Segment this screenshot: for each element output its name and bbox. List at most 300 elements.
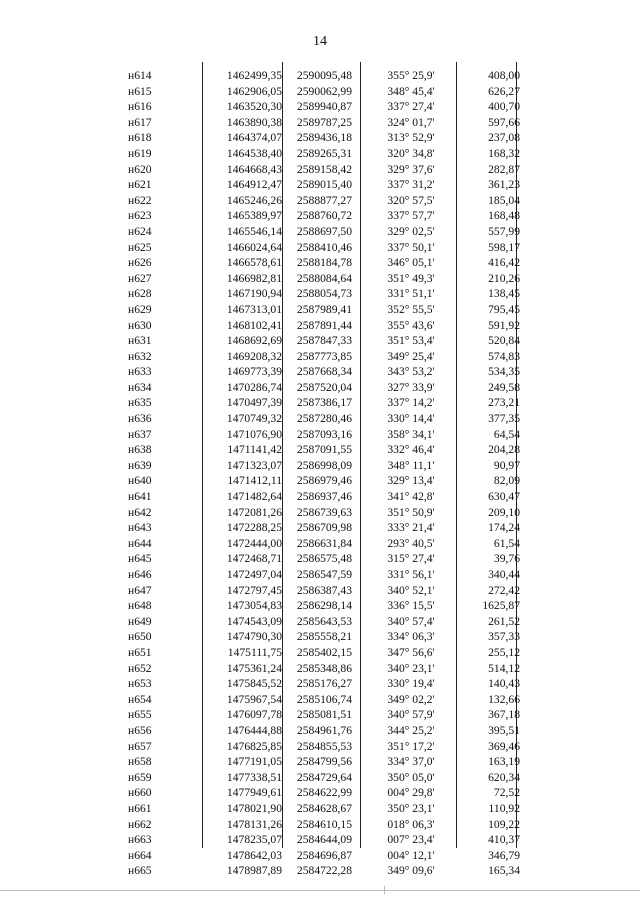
- coord-y-cell: 2584610,15: [296, 817, 352, 831]
- coord-y-cell: 2586998,09: [296, 458, 352, 472]
- bearing-cell: 329° 02,5': [387, 224, 435, 238]
- table-row: [120, 318, 520, 334]
- coord-y-cell: 2588410,46: [296, 240, 352, 254]
- table-row: [120, 489, 520, 505]
- point-id-cell: н615: [128, 84, 152, 98]
- coord-x-cell: 1465389,97: [226, 209, 282, 223]
- bearing-cell: 320° 57,5': [387, 193, 435, 207]
- point-id-cell: н637: [128, 427, 152, 441]
- bearing-cell: 358° 34,1': [387, 427, 435, 441]
- distance-cell: 72,52: [493, 786, 520, 800]
- bearing-cell: 340° 52,1': [387, 583, 435, 597]
- bearing-cell: 348° 11,1': [387, 458, 435, 472]
- bearing-cell: 349° 02,2': [387, 692, 435, 706]
- table-row: [120, 162, 520, 178]
- distance-cell: 163,19: [488, 755, 520, 769]
- table-row: [120, 177, 520, 193]
- coord-y-cell: 2589158,42: [296, 162, 352, 176]
- coord-y-cell: 2589265,31: [296, 146, 352, 160]
- bearing-cell: 337° 57,7': [387, 209, 435, 223]
- distance-cell: 272,42: [488, 583, 520, 597]
- coord-x-cell: 1463890,38: [226, 115, 282, 129]
- coord-y-cell: 2590062,99: [296, 84, 352, 98]
- coord-x-cell: 1466024,64: [226, 240, 282, 254]
- distance-cell: 249,58: [488, 380, 520, 394]
- table-row: [120, 801, 520, 817]
- point-id-cell: н655: [128, 708, 152, 722]
- bearing-cell: 348° 45,4': [387, 84, 435, 98]
- bearing-cell: 334° 37,0': [387, 755, 435, 769]
- coord-x-cell: 1478987,89: [226, 864, 282, 878]
- table-row: [120, 411, 520, 427]
- point-id-cell: н633: [128, 365, 152, 379]
- point-id-cell: н639: [128, 458, 152, 472]
- point-id-cell: н618: [128, 131, 152, 145]
- point-id-cell: н630: [128, 318, 152, 332]
- point-id-cell: н620: [128, 162, 152, 176]
- distance-cell: 273,21: [488, 396, 520, 410]
- table-row: [120, 551, 520, 567]
- point-id-cell: н623: [128, 209, 152, 223]
- distance-cell: 90,97: [493, 458, 520, 472]
- point-id-cell: н629: [128, 302, 152, 316]
- distance-cell: 416,42: [488, 256, 520, 270]
- coord-y-cell: 2587091,55: [296, 443, 352, 457]
- coord-y-cell: 2587989,41: [296, 302, 352, 316]
- coord-y-cell: 2586739,63: [296, 505, 352, 519]
- point-id-cell: н640: [128, 474, 152, 488]
- table-row: [120, 739, 520, 755]
- table-row: [120, 208, 520, 224]
- coord-x-cell: 1467313,01: [226, 302, 282, 316]
- bearing-cell: 327° 33,9': [387, 380, 435, 394]
- distance-cell: 367,18: [488, 708, 520, 722]
- coord-x-cell: 1470497,39: [226, 396, 282, 410]
- coord-x-cell: 1466578,61: [226, 256, 282, 270]
- coord-y-cell: 2586387,43: [296, 583, 352, 597]
- distance-cell: 400,70: [488, 100, 520, 114]
- coord-x-cell: 1462499,35: [226, 69, 282, 82]
- coord-y-cell: 2585106,74: [296, 692, 352, 706]
- bearing-cell: 334° 06,3': [387, 630, 435, 644]
- distance-cell: 377,35: [488, 412, 520, 426]
- table-row: [120, 115, 520, 131]
- table-row: [120, 567, 520, 583]
- point-id-cell: н646: [128, 568, 152, 581]
- table-row: [120, 832, 520, 848]
- coord-x-cell: 1470749,32: [226, 412, 282, 426]
- coord-x-cell: 1466982,81: [226, 271, 282, 285]
- distance-cell: 1625,87: [482, 599, 520, 613]
- point-id-cell: н625: [128, 240, 152, 254]
- coord-x-cell: 1468102,41: [226, 318, 282, 332]
- coord-y-cell: 2589015,40: [296, 178, 352, 192]
- coord-y-cell: 2584855,53: [296, 739, 352, 753]
- point-id-cell: н653: [128, 677, 152, 691]
- coord-y-cell: 2588697,50: [296, 224, 352, 238]
- point-id-cell: н664: [128, 848, 152, 862]
- point-id-cell: н645: [128, 552, 152, 566]
- distance-cell: 597,66: [488, 115, 520, 129]
- bearing-cell: 313° 52,9': [387, 131, 435, 145]
- point-id-cell: н616: [128, 100, 152, 114]
- coord-y-cell: 2585176,27: [296, 677, 352, 691]
- point-id-cell: н662: [128, 817, 152, 831]
- bearing-cell: 351° 53,4': [387, 334, 435, 348]
- bearing-cell: 340° 57,9': [387, 708, 435, 722]
- bearing-cell: 355° 25,9': [387, 69, 435, 82]
- bearing-cell: 018° 06,3': [387, 817, 435, 831]
- table-row: [120, 629, 520, 645]
- table-row: [120, 302, 520, 318]
- coord-y-cell: 2585402,15: [296, 645, 352, 659]
- table-row: [120, 707, 520, 723]
- point-id-cell: н642: [128, 505, 152, 519]
- table-row: [120, 645, 520, 661]
- bearing-cell: 350° 23,1': [387, 801, 435, 815]
- point-id-cell: н622: [128, 193, 152, 207]
- distance-cell: 557,99: [488, 224, 520, 238]
- distance-cell: 168,48: [488, 209, 520, 223]
- distance-cell: 110,92: [488, 801, 520, 815]
- point-id-cell: н636: [128, 412, 152, 426]
- distance-cell: 204,28: [488, 443, 520, 457]
- table-row: [120, 84, 520, 100]
- table-row: [120, 130, 520, 146]
- coord-y-cell: 2584722,28: [296, 864, 352, 878]
- table-row: [120, 99, 520, 115]
- table-row: [120, 333, 520, 349]
- coord-x-cell: 1477949,61: [226, 786, 282, 800]
- coord-x-cell: 1478131,26: [226, 817, 282, 831]
- bearing-cell: 331° 56,1': [387, 568, 435, 581]
- coord-x-cell: 1476825,85: [226, 739, 282, 753]
- distance-cell: 369,46: [488, 739, 520, 753]
- point-id-cell: н617: [128, 115, 152, 129]
- coord-y-cell: 2588054,73: [296, 287, 352, 301]
- distance-cell: 395,51: [488, 723, 520, 737]
- coord-y-cell: 2586298,14: [296, 599, 352, 613]
- table-row: [120, 240, 520, 256]
- coord-y-cell: 2585643,53: [296, 614, 352, 628]
- distance-cell: 174,24: [488, 521, 520, 535]
- bearing-cell: 344° 25,2': [387, 723, 435, 737]
- point-id-cell: н628: [128, 287, 152, 301]
- coord-x-cell: 1472081,26: [226, 505, 282, 519]
- table-row: [120, 255, 520, 271]
- coord-y-cell: 2587386,17: [296, 396, 352, 410]
- coord-x-cell: 1469773,39: [226, 365, 282, 379]
- bearing-cell: 337° 50,1': [387, 240, 435, 254]
- table-row: [120, 286, 520, 302]
- coord-x-cell: 1465246,26: [226, 193, 282, 207]
- bearing-cell: 350° 05,0': [387, 770, 435, 784]
- table-row: [120, 146, 520, 162]
- coord-x-cell: 1475845,52: [226, 677, 282, 691]
- table-row: [120, 817, 520, 833]
- bearing-cell: 343° 53,2': [387, 365, 435, 379]
- bearing-cell: 329° 13,4': [387, 474, 435, 488]
- point-id-cell: н663: [128, 833, 152, 847]
- coord-x-cell: 1478235,07: [226, 833, 282, 847]
- coord-x-cell: 1464668,43: [226, 162, 282, 176]
- distance-cell: 168,32: [488, 146, 520, 160]
- distance-cell: 620,34: [488, 770, 520, 784]
- coord-y-cell: 2586631,84: [296, 536, 352, 550]
- point-id-cell: н656: [128, 723, 152, 737]
- table-row: [120, 770, 520, 786]
- coord-x-cell: 1475111,75: [227, 645, 282, 659]
- point-id-cell: н661: [128, 801, 152, 815]
- coord-x-cell: 1464538,40: [226, 146, 282, 160]
- bearing-cell: 355° 43,6': [387, 318, 435, 332]
- point-id-cell: н634: [128, 380, 152, 394]
- table-row: [120, 598, 520, 614]
- coord-x-cell: 1471323,07: [226, 458, 282, 472]
- table-row: [120, 614, 520, 630]
- coord-y-cell: 2587668,34: [296, 365, 352, 379]
- page-bottom-edge: [0, 890, 640, 891]
- table-row: [120, 520, 520, 536]
- coord-y-cell: 2587773,85: [296, 349, 352, 363]
- bearing-cell: 336° 15,5': [387, 599, 435, 613]
- coord-y-cell: 2587093,16: [296, 427, 352, 441]
- coord-x-cell: 1470286,74: [226, 380, 282, 394]
- table-row: [120, 723, 520, 739]
- distance-cell: 140,43: [488, 677, 520, 691]
- bearing-cell: 351° 50,9': [387, 505, 435, 519]
- coord-y-cell: 2586709,98: [296, 521, 352, 535]
- point-id-cell: н657: [128, 739, 152, 753]
- distance-cell: 282,87: [488, 162, 520, 176]
- distance-cell: 514,12: [488, 661, 520, 675]
- coord-y-cell: 2584644,09: [296, 833, 352, 847]
- table-body: [120, 68, 520, 879]
- coord-x-cell: 1476444,88: [226, 723, 282, 737]
- point-id-cell: н654: [128, 692, 152, 706]
- page-number: 14: [313, 34, 327, 49]
- point-id-cell: н631: [128, 334, 152, 348]
- point-id-cell: н660: [128, 786, 152, 800]
- point-id-cell: н621: [128, 178, 152, 192]
- coord-y-cell: 2587520,04: [296, 380, 352, 394]
- table-row: [120, 427, 520, 443]
- bearing-cell: 329° 37,6': [387, 162, 435, 176]
- coord-y-cell: 2587847,33: [296, 334, 352, 348]
- table-row: [120, 380, 520, 396]
- point-id-cell: н648: [128, 599, 152, 613]
- coord-x-cell: 1469208,32: [226, 349, 282, 363]
- distance-cell: 64,54: [493, 427, 520, 441]
- distance-cell: 255,12: [488, 645, 520, 659]
- point-id-cell: н665: [128, 864, 152, 878]
- table-row: [120, 458, 520, 474]
- distance-cell: 534,35: [488, 365, 520, 379]
- coord-y-cell: 2585081,51: [296, 708, 352, 722]
- bearing-cell: 004° 29,8': [387, 786, 435, 800]
- distance-cell: 237,08: [488, 131, 520, 145]
- point-id-cell: н658: [128, 755, 152, 769]
- coord-y-cell: 2587280,46: [296, 412, 352, 426]
- distance-cell: 61,54: [493, 536, 520, 550]
- coord-x-cell: 1462906,05: [226, 84, 282, 98]
- table-row: [120, 863, 520, 879]
- bearing-cell: 347° 56,6': [387, 645, 435, 659]
- table-row: [120, 536, 520, 552]
- table-row: [120, 271, 520, 287]
- distance-cell: 598,17: [488, 240, 520, 254]
- table-row: [120, 692, 520, 708]
- coord-x-cell: 1471076,90: [226, 427, 282, 441]
- coord-y-cell: 2588877,27: [296, 193, 352, 207]
- distance-cell: 82,09: [493, 474, 520, 488]
- coord-x-cell: 1468692,69: [226, 334, 282, 348]
- coord-x-cell: 1467190,94: [226, 287, 282, 301]
- coord-x-cell: 1473054,83: [226, 599, 282, 613]
- coord-x-cell: 1471141,42: [227, 443, 282, 457]
- coord-x-cell: 1472797,45: [226, 583, 282, 597]
- bearing-cell: 007° 23,4': [387, 833, 435, 847]
- distance-cell: 210,26: [488, 271, 520, 285]
- table-row: [120, 349, 520, 365]
- table-row: [120, 848, 520, 864]
- table-row: [120, 754, 520, 770]
- point-id-cell: н647: [128, 583, 152, 597]
- distance-cell: 109,22: [488, 817, 520, 831]
- coord-x-cell: 1477338,51: [226, 770, 282, 784]
- distance-cell: 626,27: [488, 84, 520, 98]
- coord-x-cell: 1471482,64: [226, 490, 282, 504]
- coord-y-cell: 2585348,86: [296, 661, 352, 675]
- point-id-cell: н650: [128, 630, 152, 644]
- bearing-cell: 004° 12,1': [387, 848, 435, 862]
- distance-cell: 185,04: [488, 193, 520, 207]
- bearing-cell: 333° 21,4': [387, 521, 435, 535]
- coord-x-cell: 1477191,05: [226, 755, 282, 769]
- bearing-cell: 331° 51,1': [387, 287, 435, 301]
- bearing-cell: 337° 27,4': [387, 100, 435, 114]
- distance-cell: 209,10: [488, 505, 520, 519]
- point-id-cell: н641: [128, 490, 152, 504]
- coordinates-table: [120, 62, 520, 878]
- table-row: [120, 395, 520, 411]
- table-row: [120, 364, 520, 380]
- distance-cell: 340,44: [488, 568, 520, 581]
- point-id-cell: н644: [128, 536, 152, 550]
- bearing-cell: 352° 55,5': [387, 302, 435, 316]
- coord-y-cell: 2585558,21: [296, 630, 352, 644]
- coord-x-cell: 1471412,11: [227, 474, 282, 488]
- distance-cell: 630,47: [488, 490, 520, 504]
- point-id-cell: н638: [128, 443, 152, 457]
- bearing-cell: 346° 05,1': [387, 256, 435, 270]
- coord-x-cell: 1472444,00: [226, 536, 282, 550]
- distance-cell: 346,79: [488, 848, 520, 862]
- point-id-cell: н649: [128, 614, 152, 628]
- coord-y-cell: 2588084,64: [296, 271, 352, 285]
- point-id-cell: н643: [128, 521, 152, 535]
- table-row: [120, 505, 520, 521]
- bearing-cell: 351° 49,3': [387, 271, 435, 285]
- point-id-cell: н614: [128, 69, 152, 82]
- point-id-cell: н635: [128, 396, 152, 410]
- table-row: [120, 583, 520, 599]
- coord-x-cell: 1464912,47: [226, 178, 282, 192]
- distance-cell: 410,37: [488, 833, 520, 847]
- distance-cell: 132,66: [488, 692, 520, 706]
- table-row: [120, 661, 520, 677]
- coord-y-cell: 2586575,48: [296, 552, 352, 566]
- coord-y-cell: 2584628,67: [296, 801, 352, 815]
- bearing-cell: 324° 01,7': [387, 115, 435, 129]
- bearing-cell: 330° 14,4': [387, 412, 435, 426]
- bearing-cell: 351° 17,2': [387, 739, 435, 753]
- coord-x-cell: 1464374,07: [226, 131, 282, 145]
- distance-cell: 408,00: [488, 69, 520, 82]
- bearing-cell: 337° 31,2': [387, 178, 435, 192]
- distance-cell: 357,33: [488, 630, 520, 644]
- coord-y-cell: 2584799,56: [296, 755, 352, 769]
- coord-x-cell: 1478642,03: [226, 848, 282, 862]
- coord-x-cell: 1465546,14: [226, 224, 282, 238]
- coord-y-cell: 2588184,78: [296, 256, 352, 270]
- bearing-cell: 320° 34,8': [387, 146, 435, 160]
- distance-cell: 165,34: [488, 864, 520, 878]
- point-id-cell: н624: [128, 224, 152, 238]
- distance-cell: 138,45: [488, 287, 520, 301]
- table-row: [120, 676, 520, 692]
- coord-x-cell: 1474790,30: [226, 630, 282, 644]
- coord-x-cell: 1475967,54: [226, 692, 282, 706]
- bearing-cell: 340° 23,1': [387, 661, 435, 675]
- bearing-cell: 340° 57,4': [387, 614, 435, 628]
- distance-cell: 261,52: [488, 614, 520, 628]
- coord-y-cell: 2584696,87: [296, 848, 352, 862]
- point-id-cell: н626: [128, 256, 152, 270]
- coord-y-cell: 2584622,99: [296, 786, 352, 800]
- table-row: [120, 442, 520, 458]
- coord-x-cell: 1472497,04: [226, 568, 282, 581]
- point-id-cell: н627: [128, 271, 152, 285]
- bearing-cell: 337° 14,2': [387, 396, 435, 410]
- bearing-cell: 293° 40,5': [387, 536, 435, 550]
- coord-y-cell: 2588760,72: [296, 209, 352, 223]
- point-id-cell: н652: [128, 661, 152, 675]
- coord-x-cell: 1478021,90: [226, 801, 282, 815]
- coord-y-cell: 2587891,44: [296, 318, 352, 332]
- distance-cell: 591,92: [488, 318, 520, 332]
- bearing-cell: 330° 19,4': [387, 677, 435, 691]
- coord-x-cell: 1463520,30: [226, 100, 282, 114]
- distance-cell: 520,84: [488, 334, 520, 348]
- point-id-cell: н619: [128, 146, 152, 160]
- coord-y-cell: 2586547,59: [296, 568, 352, 581]
- table-row: [120, 785, 520, 801]
- bearing-cell: 349° 25,4': [387, 349, 435, 363]
- distance-cell: 361,23: [488, 178, 520, 192]
- coord-x-cell: 1475361,24: [226, 661, 282, 675]
- coord-y-cell: 2589940,87: [296, 100, 352, 114]
- point-id-cell: н632: [128, 349, 152, 363]
- table-row: [120, 68, 520, 84]
- coord-y-cell: 2590095,48: [296, 69, 352, 82]
- bearing-cell: 315° 27,4': [387, 552, 435, 566]
- distance-cell: 574,83: [488, 349, 520, 363]
- distance-cell: 795,45: [488, 302, 520, 316]
- point-id-cell: н659: [128, 770, 152, 784]
- table-row: [120, 193, 520, 209]
- distance-cell: 39,76: [493, 552, 520, 566]
